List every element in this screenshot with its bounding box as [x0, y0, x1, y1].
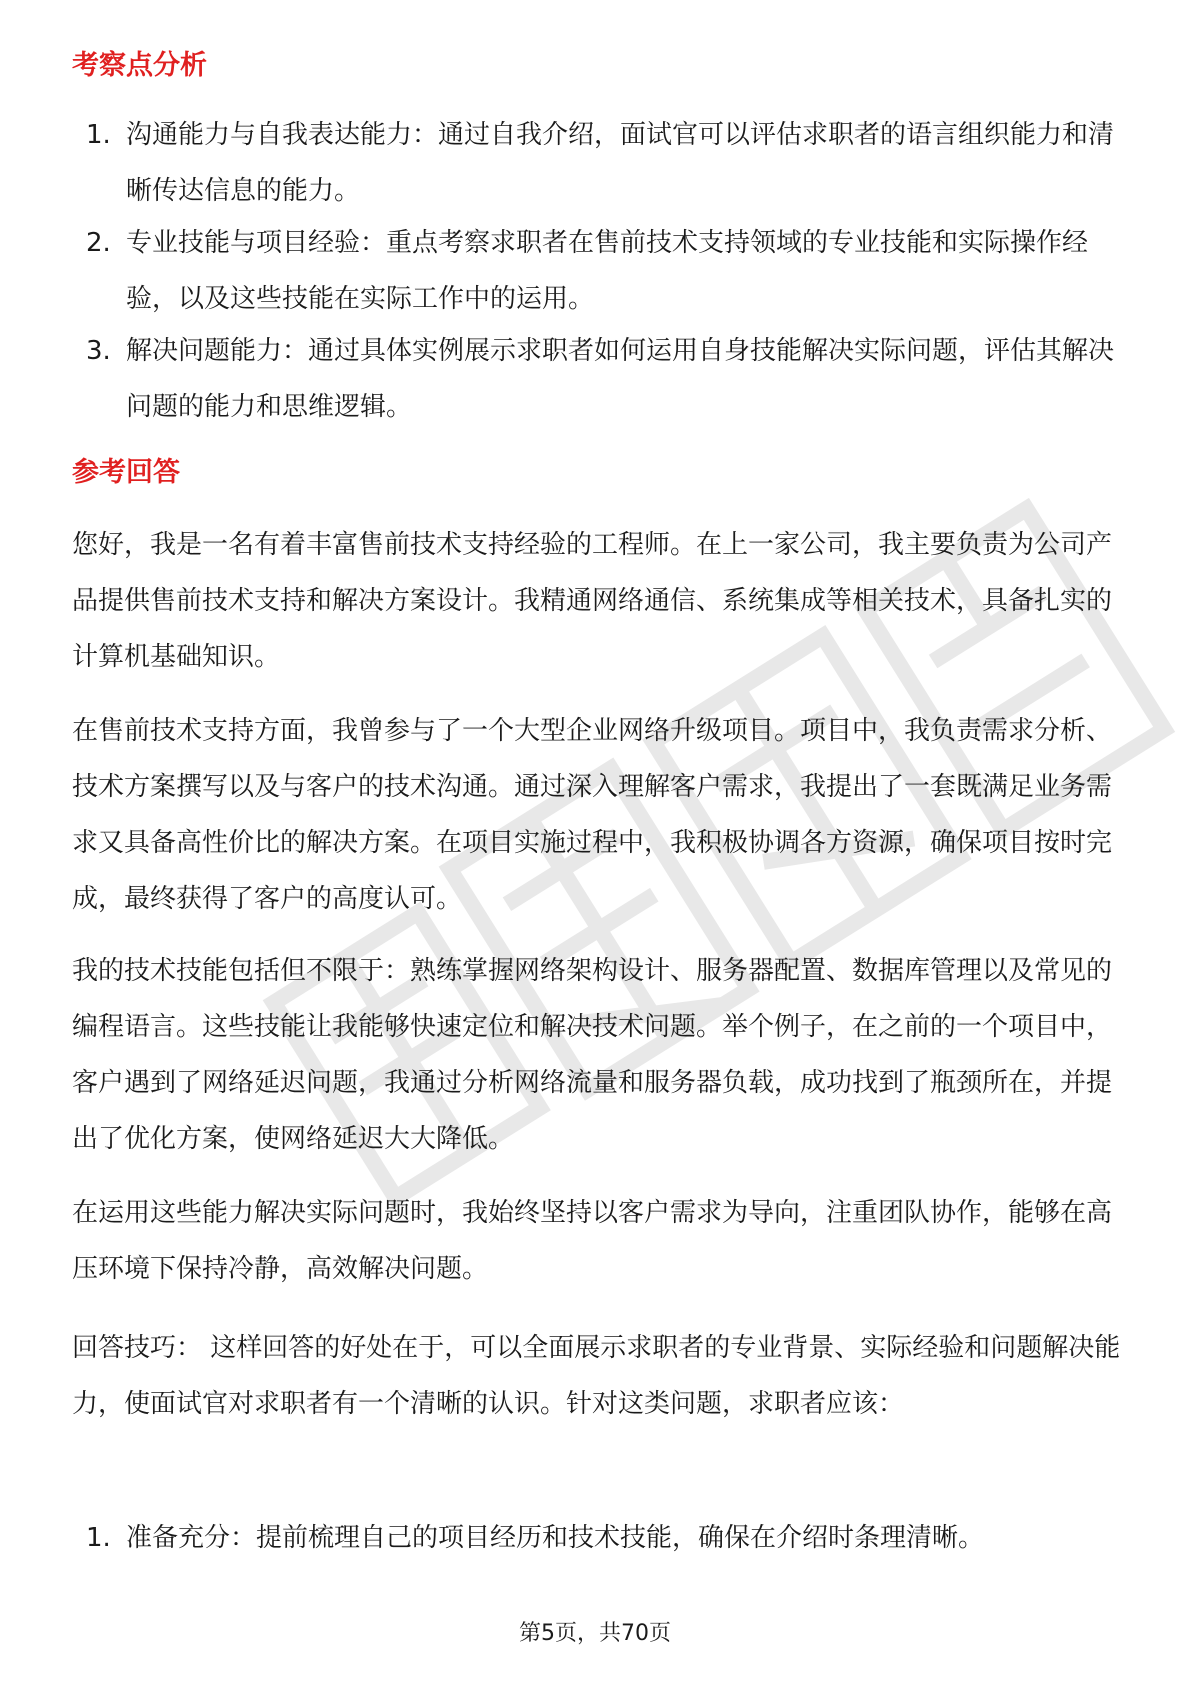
list-number: 1.: [86, 120, 111, 150]
list-number: 2.: [86, 228, 111, 258]
list-text: 准备充分：提前梳理自己的项目经历和技术技能，确保在介绍时条理清晰。: [126, 1523, 985, 1553]
list-text: 专业技能与项目经验：重点考察求职者在售前技术支持领域的专业技能和实际操作经验，以及这些技能在实际工作中的运用。: [126, 228, 1089, 314]
section-title-analysis: 考察点分析: [72, 50, 207, 81]
answer-tips-paragraph: 回答技巧： 这样回答的好处在于，可以全面展示求职者的专业背景、实际经验和问题解决能力，使面试官对求职者有一个清晰的认识。针对这类问题，求职者应该：: [72, 1333, 1121, 1419]
answer-paragraph: 您好，我是一名有着丰富售前技术支持经验的工程师。在上一家公司，我主要负责为公司产品提供售前技术支持和解决方案设计。我精通网络通信、系统集成等相关技术，具备扎实的计算机基础知识。: [72, 530, 1113, 672]
answer-paragraph: 在运用这些能力解决实际问题时，我始终坚持以客户需求为导向，注重团队协作，能够在高压环境下保持冷静，高效解决问题。: [72, 1198, 1113, 1284]
list-number: 1.: [86, 1523, 111, 1553]
list-text: 沟通能力与自我表达能力：通过自我介绍，面试官可以评估求职者的语言组织能力和清晰传达信息的能力。: [126, 120, 1115, 206]
list-number: 3.: [86, 336, 111, 366]
section-title-reference-answer: 参考回答: [72, 457, 180, 488]
answer-paragraph: 在售前技术支持方面，我曾参与了一个大型企业网络升级项目。项目中，我负责需求分析、技术方案撰写以及与客户的技术沟通。通过深入理解客户需求，我提出了一套既满足业务需求又具备高性价比的解决方案。在项目实施过程中，我积极协调各方资源，确保项目按时完成，最终获得了客户的高度认可。: [72, 716, 1113, 914]
answer-paragraph: 我的技术技能包括但不限于：熟练掌握网络架构设计、服务器配置、数据库管理以及常见的编程语言。这些技能让我能够快速定位和解决技术问题。举个例子，在之前的一个项目中，客户遇到了网络延迟问题，我通过分析网络流量和服务器负载，成功找到了瓶颈所在，并提出了优化方案，使网络延迟大大降低。: [72, 956, 1113, 1154]
list-text: 解决问题能力：通过具体实例展示求职者如何运用自身技能解决实际问题，评估其解决问题的能力和思维逻辑。: [126, 336, 1115, 422]
page-footer: 第5页，共70页: [519, 1621, 671, 1646]
